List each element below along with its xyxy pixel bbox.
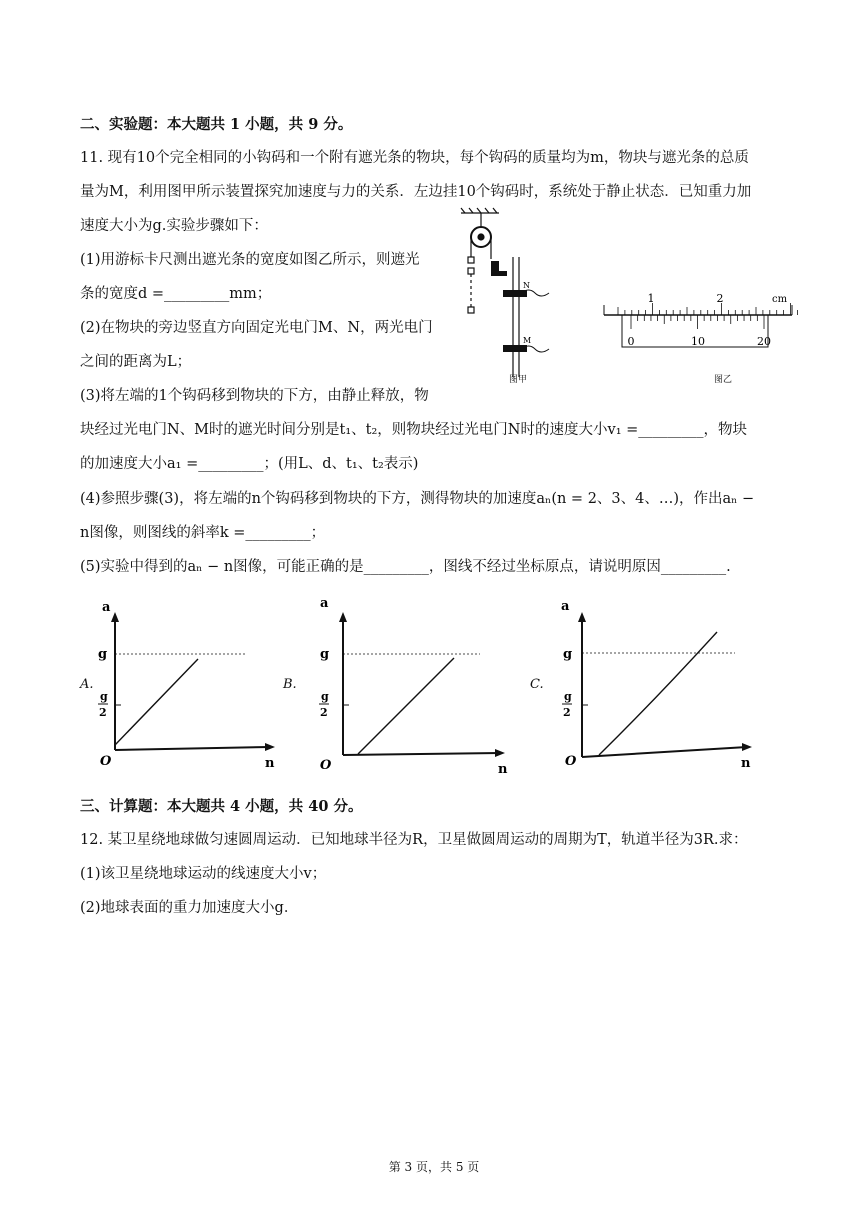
option-c-half-num: g: [564, 690, 572, 703]
option-a-axis-x: n: [265, 756, 275, 771]
option-c-graph: [555, 595, 765, 775]
q11-step3-line-3: 的加速度大小a₁ =_________；(用L、d、t₁、t₂表示): [80, 456, 419, 472]
option-b-g-label: g: [320, 647, 330, 662]
option-b-half-num: g: [321, 690, 329, 703]
q11-step1-line-1: (1)用游标卡尺测出遮光条的宽度如图乙所示，则遮光: [80, 252, 420, 268]
option-b-graph: [310, 595, 510, 775]
option-a-half-den: 2: [99, 706, 107, 719]
figure-jia-caption: 图甲: [509, 375, 528, 385]
q11-step4-line-2: n图像，则图线的斜率k =_________；: [80, 525, 326, 541]
vernier-label-20: 20: [757, 335, 771, 348]
option-a-graph: [90, 595, 280, 775]
q12-line-3: (2)地球表面的重力加速度大小g．: [80, 900, 299, 916]
option-c-g-label: g: [563, 647, 573, 662]
option-a-label: A.: [80, 677, 94, 692]
q11-line-3: 速度大小为g.实验步骤如下：: [80, 218, 268, 234]
figure-yi-caption: 图乙: [714, 375, 733, 385]
option-b-label: B.: [283, 677, 297, 692]
q11-step2-line-2: 之间的距离为L；: [80, 354, 192, 370]
q11-step2-line-1: (2)在物块的旁边竖直方向固定光电门M、N，两光电门: [80, 320, 433, 336]
option-c-label: C.: [530, 677, 544, 692]
option-b-axis-x: n: [498, 762, 508, 775]
unit-label: cm: [772, 294, 788, 305]
main-tick-label-1: 1: [647, 292, 655, 305]
option-b-axis-y: a: [320, 596, 329, 611]
vernier-label-10: 10: [691, 335, 705, 348]
q11-line-2: 量为M，利用图甲所示装置探究加速度与力的关系．左边挂10个钩码时，系统处于静止状态．已知重力加: [80, 184, 752, 200]
apparatus-figure: [455, 207, 585, 387]
option-c-origin: O: [565, 754, 577, 769]
option-a-origin: O: [100, 754, 112, 769]
q11-step5-line: (5)实验中得到的aₙ − n图像，可能正确的是_________，图线不经过坐标原点，请说明原因_________.: [80, 559, 731, 575]
q11-step3-line-2: 块经过光电门N、M时的遮光时间分别是t₁、t₂，则物块经过光电门N时的速度大小v₁ =_________，物块: [80, 422, 748, 438]
gate-m-label: M: [523, 336, 532, 345]
section-heading-calculation: 三、计算题：本大题共 4 小题，共 40 分。: [80, 798, 363, 815]
option-b-origin: O: [320, 758, 332, 773]
option-a-half-num: g: [100, 690, 108, 703]
q12-line-1: 12. 某卫星绕地球做匀速圆周运动．已知地球半径为R，卫星做圆周运动的周期为T，轨道半径为3R.求：: [80, 832, 748, 848]
vernier-caliper-figure: [598, 285, 798, 355]
vernier-label-0: 0: [627, 335, 635, 348]
section-heading-experiment: 二、实验题：本大题共 1 小题，共 9 分。: [80, 116, 353, 133]
page-footer: 第 3 页，共 5 页: [388, 1160, 480, 1174]
main-tick-label-2: 2: [716, 292, 724, 305]
option-c-axis-y: a: [561, 599, 570, 614]
q12-line-2: (1)该卫星绕地球运动的线速度大小v；: [80, 866, 327, 882]
option-a-axis-y: a: [102, 600, 111, 615]
q11-line-1: 11. 现有10个完全相同的小钩码和一个附有遮光条的物块，每个钩码的质量均为m，物块与遮光条的总质: [80, 150, 749, 166]
option-b-half-den: 2: [320, 706, 328, 719]
option-a-g-label: g: [98, 647, 108, 662]
option-c-axis-x: n: [741, 756, 751, 771]
q11-step3-line-1: (3)将左端的1个钩码移到物块的下方，由静止释放，物: [80, 388, 429, 404]
gate-n-label: N: [523, 281, 530, 290]
option-c-half-den: 2: [563, 706, 571, 719]
q11-step4-line-1: (4)参照步骤(3)，将左端的n个钩码移到物块的下方，测得物块的加速度aₙ(n = 2、3、4、…)，作出aₙ −: [80, 491, 755, 507]
q11-step1-line-2: 条的宽度d =_________mm；: [80, 286, 272, 302]
